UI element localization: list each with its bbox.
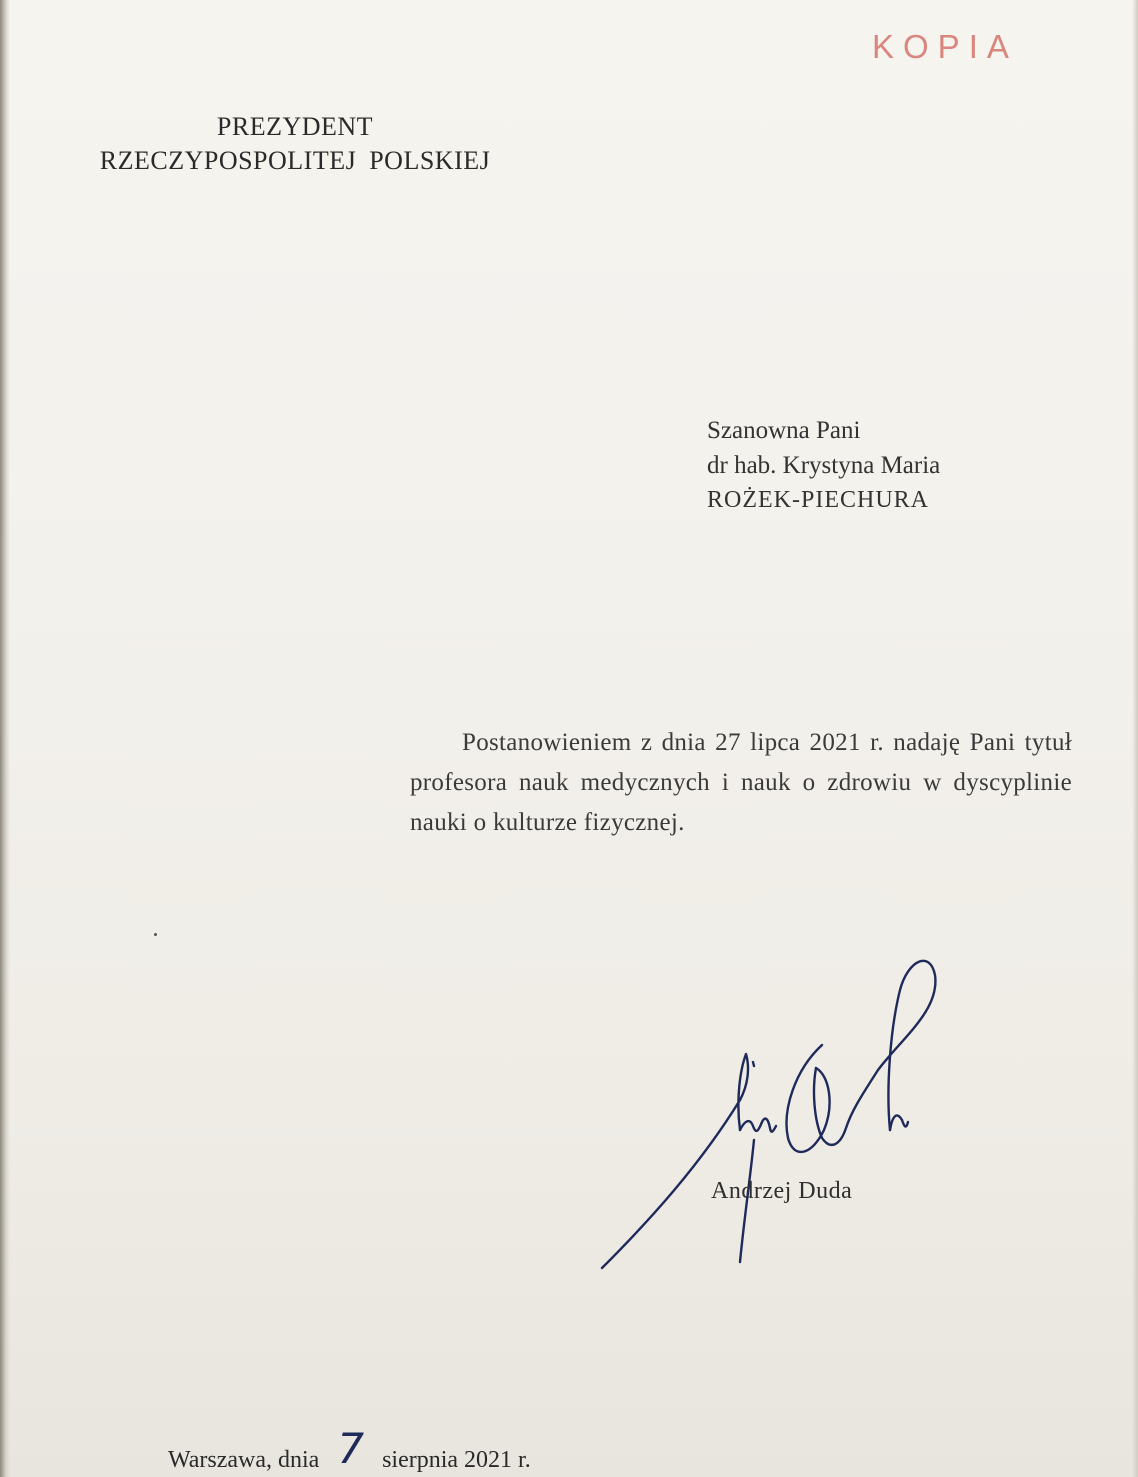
issuer-line-2: RZECZYPOSPOLITEJ POLSKIEJ — [99, 146, 491, 175]
signature-stroke — [740, 1119, 776, 1132]
date-month-year: sierpnia 2021 r. — [382, 1447, 531, 1473]
date-day-handwritten: 7 — [337, 1424, 365, 1473]
paper-speck — [154, 933, 157, 936]
handwritten-signature — [590, 950, 950, 1280]
issuer-line-1: PREZYDENT — [216, 112, 374, 141]
signature-stroke — [753, 1062, 754, 1066]
issuer-heading — [55, 110, 535, 178]
signature-stroke — [602, 1054, 748, 1268]
letter-body: Postanowieniem z dnia 27 lipca 2021 r. nadaję Pani tytuł profesora nauk medycznych i nauk o zdrowiu w dyscyplinie nauki o kulturze fizycznej. — [410, 729, 1072, 836]
recipient-name: dr hab. Krystyna Maria — [707, 452, 941, 479]
recipient-salutation: Szanowna Pani — [707, 417, 861, 444]
date-place: Warszawa, dnia — [168, 1447, 320, 1473]
recipient-block — [707, 413, 940, 518]
date-line — [168, 1424, 531, 1473]
signer-name: Andrzej Duda — [711, 1178, 853, 1204]
signature-stroke — [814, 961, 935, 1145]
signature-stroke — [787, 1045, 830, 1152]
copy-stamp: KOPIA — [872, 28, 1018, 65]
signature-stroke — [890, 1115, 908, 1130]
recipient-surname: ROŻEK-PIECHURA — [707, 487, 929, 513]
